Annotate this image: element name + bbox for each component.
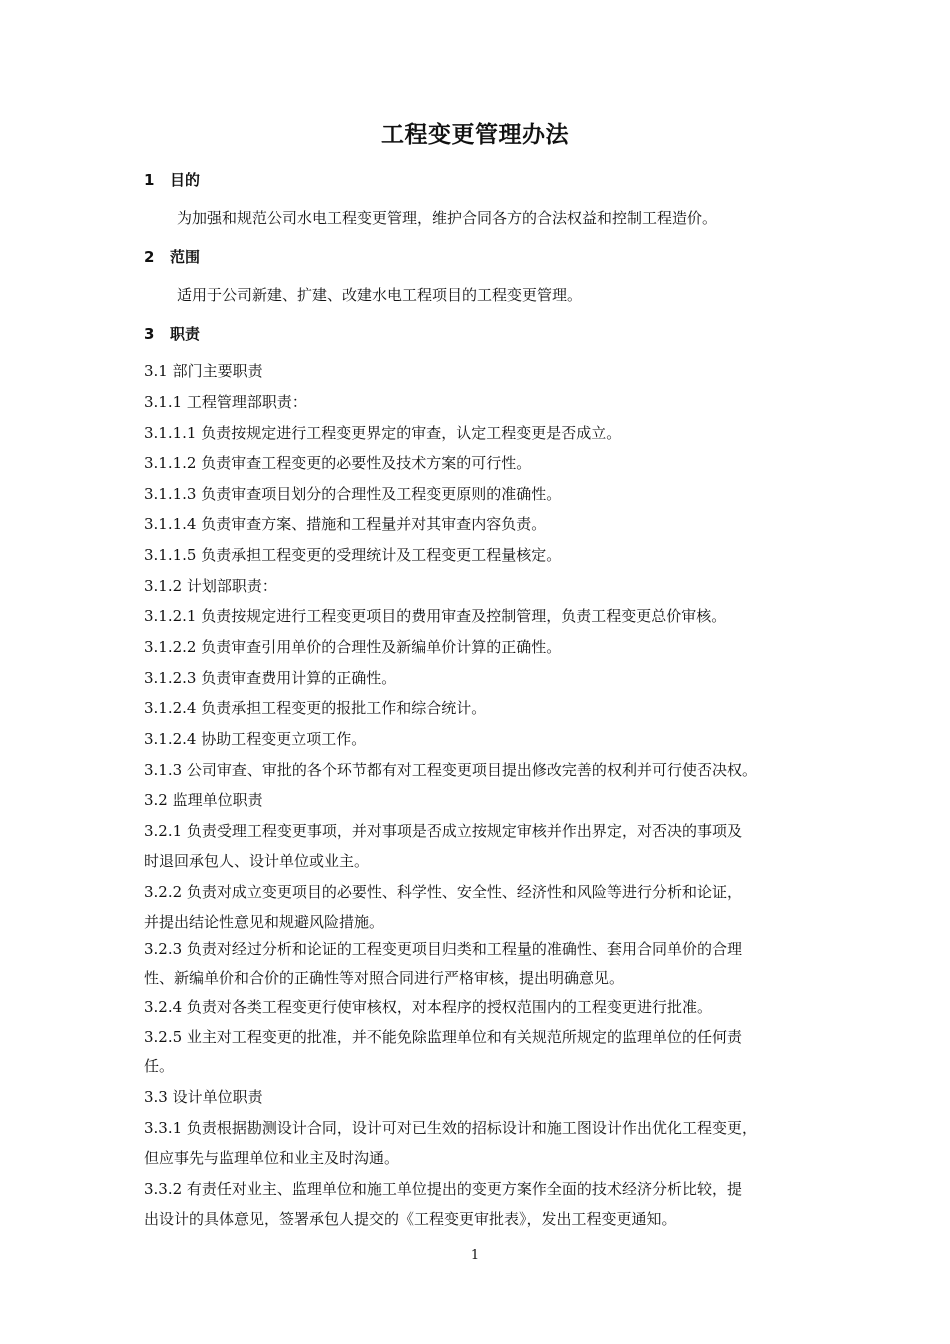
text-line: 3.2.3 负责对经过分析和论证的工程变更项目归类和工程量的准确性、套用合同单价的合理 — [144, 940, 742, 958]
text-line: 3.3.1 负责根据勘测设计合同，设计可对已生效的招标设计和施工图设计作出优化工程变更， — [144, 1119, 757, 1137]
section-title: 目的 — [170, 171, 201, 189]
section-heading-scope — [144, 247, 200, 267]
section-heading-purpose — [144, 170, 200, 190]
section-title: 职责 — [170, 325, 201, 343]
text-line: 任。 — [144, 1057, 175, 1075]
text-line: 3.1.1.2 负责审查工程变更的必要性及技术方案的可行性。 — [144, 454, 532, 472]
text-line: 3.1.2.3 负责审查费用计算的正确性。 — [144, 669, 397, 687]
text-line: 3.2.2 负责对成立变更项目的必要性、科学性、安全性、经济性和风险等进行分析和论证， — [144, 883, 742, 901]
text-line: 出设计的具体意见，签署承包人提交的《工程变更审批表》，发出工程变更通知。 — [144, 1210, 677, 1228]
text-line: 3.2.4 负责对各类工程变更行使审核权，对本程序的授权范围内的工程变更进行批准。 — [144, 998, 712, 1016]
section-number: 2 — [144, 248, 155, 266]
text-line: 3.1.2.2 负责审查引用单价的合理性及新编单价计算的正确性。 — [144, 638, 562, 656]
document-title: 工程变更管理办法 — [381, 122, 569, 148]
text-line: 3.2.1 负责受理工程变更事项，并对事项是否成立按规定审核并作出界定，对否决的事项及 — [144, 822, 742, 840]
text-line: 3.1.2 计划部职责： — [144, 577, 277, 595]
text-line: 3.2 监理单位职责 — [144, 791, 263, 809]
section-number: 1 — [144, 171, 155, 189]
text-line: 3.3.2 有责任对业主、监理单位和施工单位提出的变更方案作全面的技术经济分析比较，提 — [144, 1180, 742, 1198]
text-line: 3.1.3 公司审查、审批的各个环节都有对工程变更项目提出修改完善的权利并可行使否决权。 — [144, 761, 757, 779]
text-line: 3.1.1.1 负责按规定进行工程变更界定的审查，认定工程变更是否成立。 — [144, 424, 622, 442]
text-line: 3.1.1.4 负责审查方案、措施和工程量并对其审查内容负责。 — [144, 515, 547, 533]
text-line: 时退回承包人、设计单位或业主。 — [144, 852, 370, 870]
text-line: 并提出结论性意见和规避风险措施。 — [144, 913, 385, 931]
text-line: 3.1.1 工程管理部职责： — [144, 393, 307, 411]
text-line: 3.1.1.5 负责承担工程变更的受理统计及工程变更工程量核定。 — [144, 546, 562, 564]
text-line: 3.1 部门主要职责 — [144, 362, 263, 380]
paragraph-purpose: 为加强和规范公司水电工程变更管理，维护合同各方的合法权益和控制工程造价。 — [177, 209, 718, 227]
page-number: 1 — [470, 1248, 480, 1263]
text-line: 性、新编单价和合价的正确性等对照合同进行严格审核，提出明确意见。 — [144, 969, 625, 987]
text-line: 3.2.5 业主对工程变更的批准，并不能免除监理单位和有关规范所规定的监理单位的任何责 — [144, 1028, 742, 1046]
text-line: 但应事先与监理单位和业主及时沟通。 — [144, 1149, 400, 1167]
paragraph-scope: 适用于公司新建、扩建、改建水电工程项目的工程变更管理。 — [177, 286, 583, 304]
text-line: 3.1.2.4 负责承担工程变更的报批工作和综合统计。 — [144, 699, 487, 717]
text-line: 3.1.2.4 协助工程变更立项工作。 — [144, 730, 367, 748]
section-heading-duties — [144, 324, 200, 344]
section-title: 范围 — [170, 248, 201, 266]
section-number: 3 — [144, 325, 155, 343]
text-line: 3.1.2.1 负责按规定进行工程变更项目的费用审查及控制管理，负责工程变更总价审核。 — [144, 607, 727, 625]
text-line: 3.1.1.3 负责审查项目划分的合理性及工程变更原则的准确性。 — [144, 485, 562, 503]
text-line: 3.3 设计单位职责 — [144, 1088, 263, 1106]
